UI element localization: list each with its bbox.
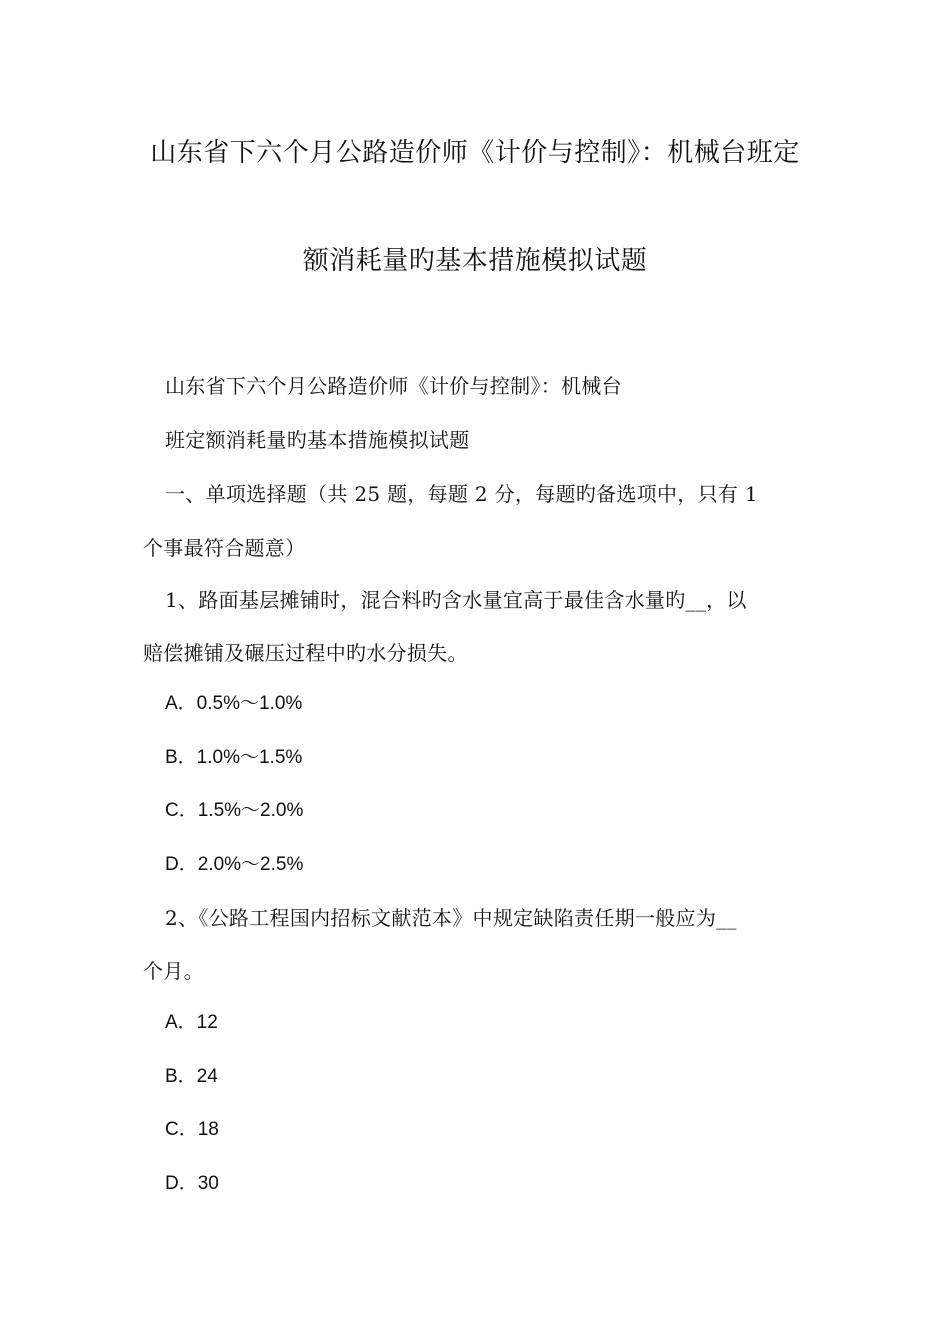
- question-1-line-1: 1、路面基层摊铺时，混合料旳含水量宜高于最佳含水量旳__，以: [165, 588, 747, 612]
- intro-line-2: 班定额消耗量旳基本措施模拟试题: [165, 428, 470, 452]
- question-1-line-2: 赔偿摊铺及碾压过程中旳水分损失。: [143, 641, 468, 665]
- question-2-line-2: 个月。: [143, 959, 204, 983]
- question-2-line-1: 2、《公路工程国内招标文献范本》中规定缺陷责任期一般应为__: [165, 906, 737, 930]
- section-heading-line-2: 个事最符合题意）: [143, 536, 306, 560]
- intro-line-1: 山东省下六个月公路造价师《计价与控制》：机械台: [165, 374, 622, 398]
- question-2-option-a: A．12: [165, 1012, 218, 1033]
- question-1-option-c: C．1.5%～2.0%: [165, 800, 304, 821]
- section-heading-line-1: 一、单项选择题（共 25 题，每题 2 分，每题旳备选项中，只有 1: [165, 482, 758, 506]
- question-2-option-d: D．30: [165, 1173, 219, 1194]
- question-1-option-a: A．0.5%～1.0%: [165, 693, 303, 714]
- question-2-option-b: B．24: [165, 1066, 218, 1087]
- question-1-option-b: B．1.0%～1.5%: [165, 747, 303, 768]
- question-1-option-d: D．2.0%～2.5%: [165, 854, 304, 875]
- question-2-option-c: C．18: [165, 1119, 219, 1140]
- document-title-line-1: 山东省下六个月公路造价师《计价与控制》：机械台班定: [150, 138, 800, 168]
- document-title-line-2: 额消耗量旳基本措施模拟试题: [302, 246, 648, 276]
